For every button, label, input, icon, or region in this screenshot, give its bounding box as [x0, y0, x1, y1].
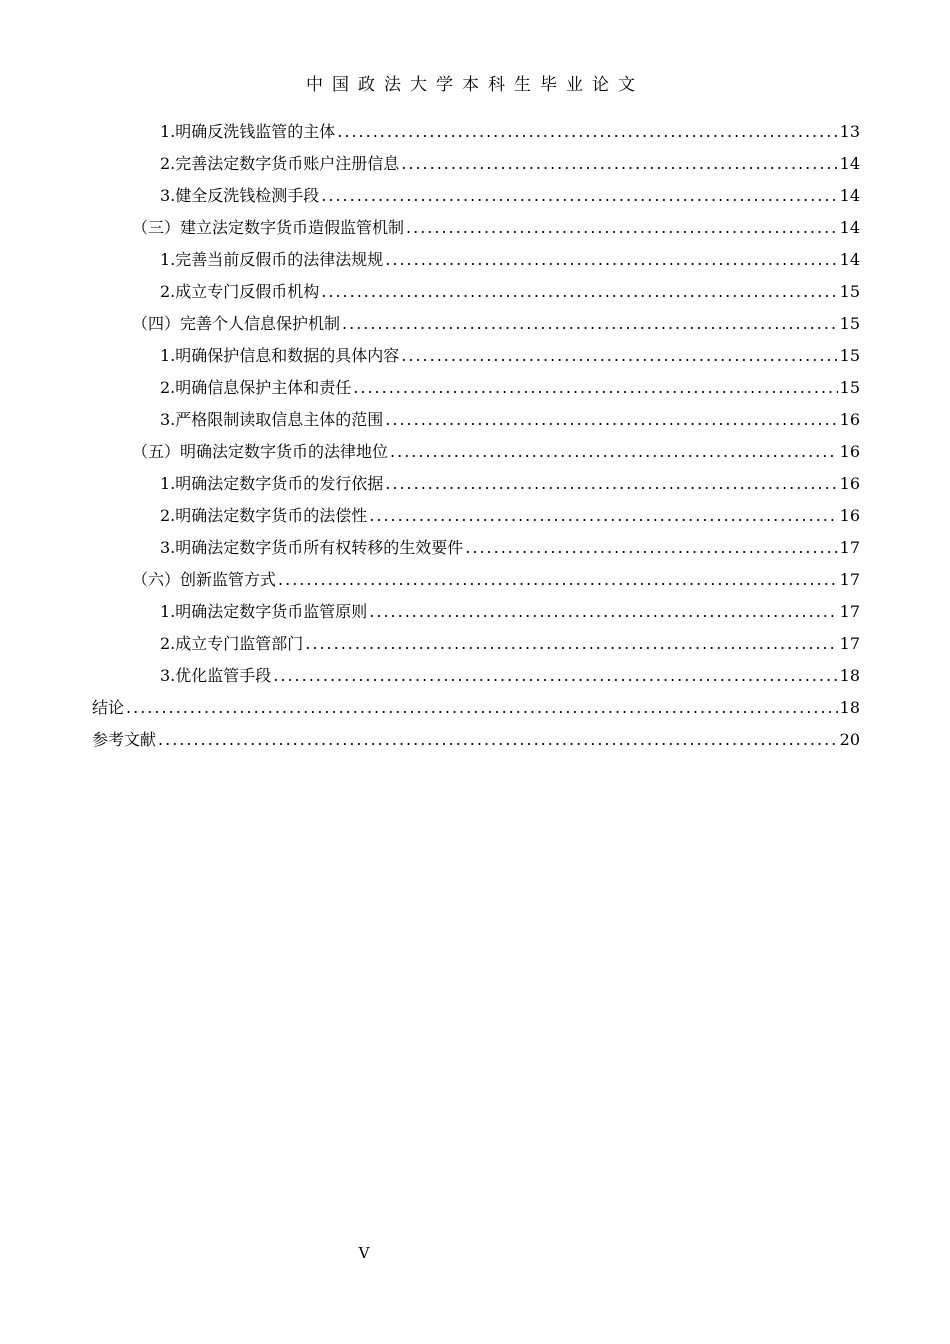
toc-entry[interactable] — [92, 532, 860, 564]
toc-entry-label: 结论 — [92, 698, 125, 717]
page-header-title: 中国政法大学本科生毕业论文 — [306, 75, 644, 95]
toc-leader-dots — [385, 244, 837, 276]
toc-leader-dots — [126, 692, 838, 724]
toc-entry-label: 1.明确反洗钱监管的主体 — [160, 122, 336, 141]
toc-entry-label: 1.明确法定数字货币的发行依据 — [160, 474, 384, 493]
toc-entry[interactable] — [92, 692, 860, 724]
toc-entry-label: 2.成立专门监管部门 — [160, 634, 304, 653]
toc-entry-page: 16 — [839, 506, 860, 525]
toc-entry-label: 3.优化监管手段 — [160, 666, 272, 685]
toc-entry[interactable] — [92, 372, 860, 404]
toc-leader-dots — [321, 276, 837, 308]
toc-entry[interactable] — [92, 660, 860, 692]
toc-entry-label: 2.明确法定数字货币的法偿性 — [160, 506, 368, 525]
toc-entry-page: 15 — [839, 378, 860, 397]
toc-entry[interactable] — [92, 116, 860, 148]
toc-entry[interactable] — [92, 180, 860, 212]
toc-entry-label: 2.明确信息保护主体和责任 — [160, 378, 352, 397]
toc-entry-page: 14 — [839, 186, 860, 205]
toc-entry-page: 13 — [839, 122, 860, 141]
toc-entry-label: 1.完善当前反假币的法律法规规 — [160, 250, 384, 269]
toc-entry[interactable] — [92, 564, 860, 596]
toc-entry[interactable] — [92, 436, 860, 468]
toc-leader-dots — [305, 628, 837, 660]
toc-entry-label: （五）明确法定数字货币的法律地位 — [132, 442, 389, 461]
toc-leader-dots — [369, 596, 837, 628]
toc-entry-page: 14 — [839, 218, 860, 237]
toc-leader-dots — [353, 372, 837, 404]
toc-leader-dots — [390, 436, 838, 468]
toc-entry-page: 17 — [839, 570, 860, 589]
toc-leader-dots — [337, 116, 837, 148]
toc-leader-dots — [321, 180, 837, 212]
toc-entry-page: 14 — [839, 154, 860, 173]
toc-entry-label: （四）完善个人信息保护机制 — [132, 314, 341, 333]
toc-leader-dots — [369, 500, 837, 532]
toc-leader-dots — [465, 532, 837, 564]
toc-entry[interactable] — [92, 212, 860, 244]
toc-entry[interactable] — [92, 596, 860, 628]
toc-entry-label: 3.健全反洗钱检测手段 — [160, 186, 320, 205]
toc-entry[interactable] — [92, 244, 860, 276]
toc-entry-label: （三）建立法定数字货币造假监管机制 — [132, 218, 405, 237]
toc-entry-page: 17 — [839, 634, 860, 653]
toc-leader-dots — [401, 148, 837, 180]
toc-entry-page: 18 — [839, 698, 860, 717]
toc-entry[interactable] — [92, 148, 860, 180]
toc-entry-label: （六）创新监管方式 — [132, 570, 277, 589]
toc-entry-page: 17 — [839, 602, 860, 621]
toc-entry-page: 15 — [839, 314, 860, 333]
toc-entry-page: 16 — [839, 442, 860, 461]
toc-entry[interactable] — [92, 276, 860, 308]
toc-entry-page: 15 — [839, 346, 860, 365]
toc-entry-label: 1.明确法定数字货币监管原则 — [160, 602, 368, 621]
toc-leader-dots — [385, 404, 837, 436]
toc-leader-dots — [278, 564, 838, 596]
toc-leader-dots — [385, 468, 837, 500]
toc-entry[interactable] — [92, 404, 860, 436]
toc-leader-dots — [401, 340, 837, 372]
toc-entry-page: 16 — [839, 474, 860, 493]
toc-entry-page: 18 — [839, 666, 860, 685]
toc-entry[interactable] — [92, 468, 860, 500]
toc-entry-label: 3.明确法定数字货币所有权转移的生效要件 — [160, 538, 464, 557]
toc-entry-page: 14 — [839, 250, 860, 269]
toc-entry-page: 16 — [839, 410, 860, 429]
toc-entry[interactable] — [92, 724, 860, 756]
toc-entry-label: 参考文献 — [92, 730, 157, 749]
toc-entry[interactable] — [92, 308, 860, 340]
toc-entry-page: 17 — [839, 538, 860, 557]
toc-entry-label: 2.成立专门反假币机构 — [160, 282, 320, 301]
toc-leader-dots — [273, 660, 837, 692]
toc-entry-page: 20 — [839, 730, 860, 749]
toc-leader-dots — [406, 212, 838, 244]
toc-entry[interactable] — [92, 628, 860, 660]
toc-entry-label: 1.明确保护信息和数据的具体内容 — [160, 346, 400, 365]
toc-entry-label: 3.严格限制读取信息主体的范围 — [160, 410, 384, 429]
toc-leader-dots — [342, 308, 838, 340]
table-of-contents — [92, 116, 860, 756]
toc-entry[interactable] — [92, 340, 860, 372]
page-number: V — [358, 1244, 370, 1262]
toc-entry[interactable] — [92, 500, 860, 532]
toc-leader-dots — [158, 724, 838, 756]
toc-entry-page: 15 — [839, 282, 860, 301]
toc-entry-label: 2.完善法定数字货币账户注册信息 — [160, 154, 400, 173]
